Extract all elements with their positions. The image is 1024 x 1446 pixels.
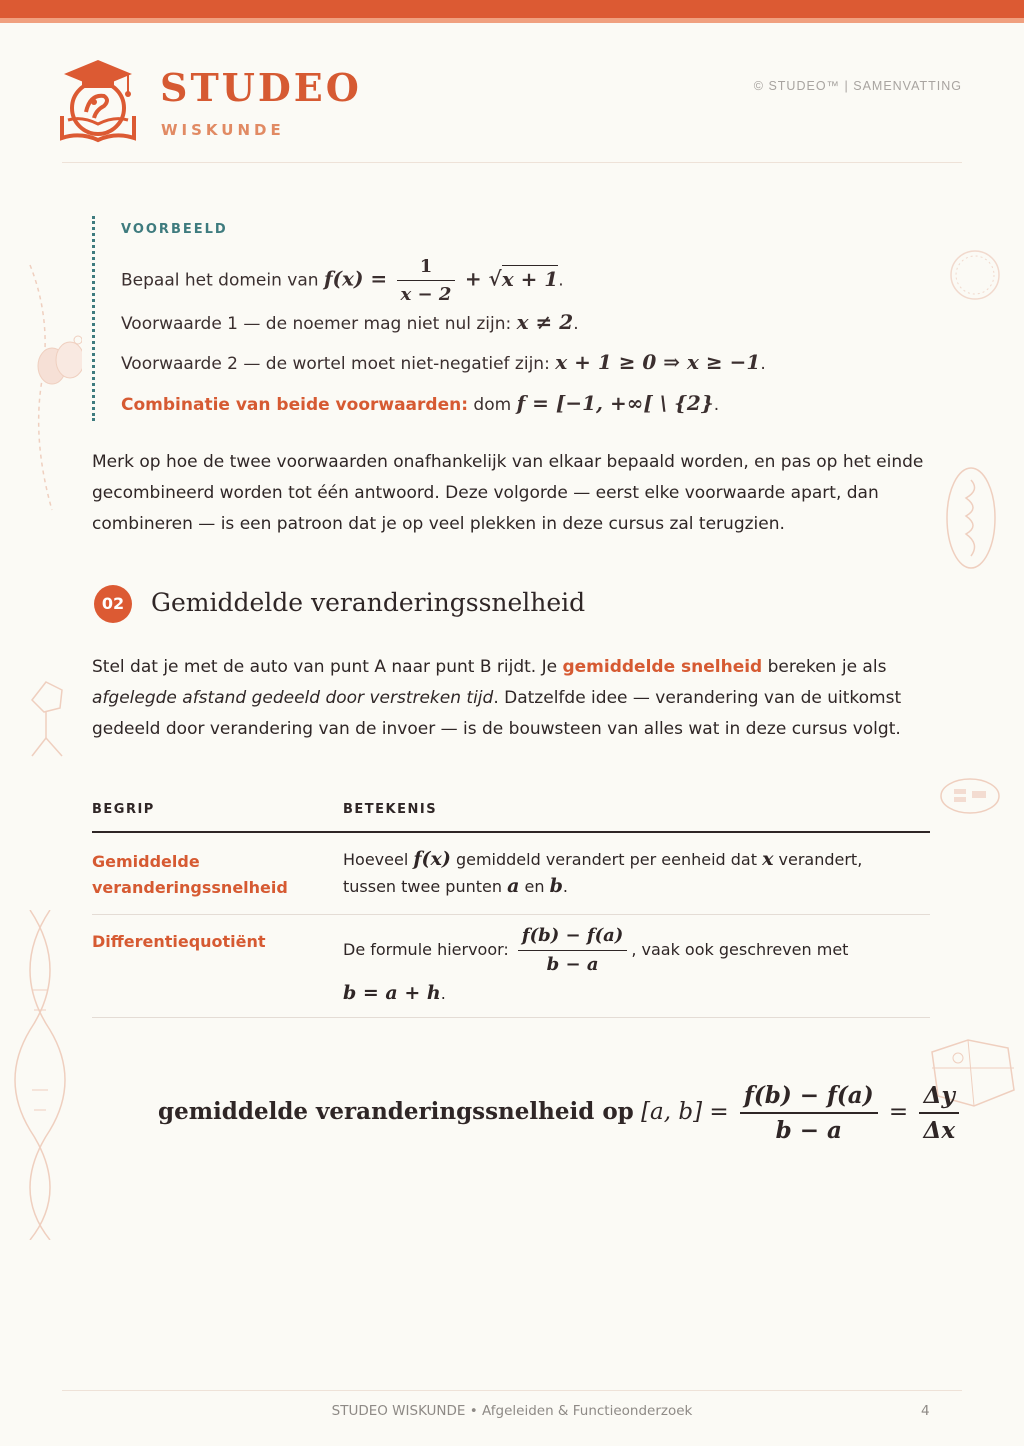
fraction-denominator: Δx <box>923 1117 956 1144</box>
decorative-cell-icon <box>944 466 1000 572</box>
decorative-molecule-icon <box>26 676 76 764</box>
fraction-denominator: b − a <box>546 954 599 975</box>
example-line-1-text: Bepaal het domein van <box>121 270 319 291</box>
formula-fraction-1 <box>740 1082 878 1144</box>
example-line-3: Voorwaarde 2 — de wortel moet niet-negatief zijn: x + 1 ≥ 0 ⇒ x ≥ −1. <box>121 350 766 374</box>
math-fraction <box>397 256 456 305</box>
brand-subject: WISKUNDE <box>161 121 285 139</box>
decorative-pill-icon <box>940 776 1002 816</box>
table-row-1-term: Gemiddelde veranderingssnelheid <box>92 852 288 897</box>
intro-text-a: Stel dat je met de auto van punt A naar punt B rijdt. Je <box>92 657 558 677</box>
note-paragraph: Merk op hoe de twee voorwaarden onafhankelijk van elkaar bepaald worden, en pas op het einde gecombineerd worden tot één antwoord. Deze volgorde — eerst elke voorwaarde apart, dan combineren — is een patroon dat je op veel plekken in deze cursus zal terugzien. <box>92 452 924 534</box>
intro-highlight: gemiddelde snelheid <box>562 657 763 677</box>
math-x: x <box>762 848 774 870</box>
math-fraction <box>518 925 627 976</box>
def-text: tussen twee punten <box>343 877 502 896</box>
page-number: 4 <box>921 1403 930 1419</box>
def-text: en <box>524 877 545 896</box>
math-condition-1: x ≠ 2 <box>516 310 574 334</box>
top-accent-bar-light <box>0 18 1024 23</box>
intro-text-b: bereken je als <box>767 657 887 677</box>
intro-text-c: . Datzelfde idee — verandering van de uitkomst gedeeld door verandering van de invoer — is de bouwsteen van alles wat in deze cursus volgt. <box>92 688 902 739</box>
def-text: De formule hiervoor: <box>343 940 509 959</box>
section-intro-paragraph <box>92 652 932 745</box>
footer-divider <box>62 1390 962 1391</box>
section-number-badge: 02 <box>94 585 132 623</box>
table-header-term: BEGRIP <box>92 802 155 817</box>
example-line-3-text: Voorwaarde 2 — de wortel moet niet-negatief zijn: <box>121 354 550 374</box>
math-a: a <box>507 875 520 897</box>
formula-text: gemiddelde veranderingssnelheid op <box>158 1098 634 1125</box>
fraction-numerator: Δy <box>919 1082 959 1114</box>
def-text: . <box>562 877 568 896</box>
math-fx: f(x) <box>413 848 451 870</box>
def-text: verandert, <box>778 850 863 869</box>
table-row-divider <box>92 914 930 915</box>
section-title: Gemiddelde veranderingssnelheid <box>151 588 586 617</box>
fraction-numerator: 1 <box>397 256 456 281</box>
math-sqrt-argument: x + 1 <box>501 266 559 291</box>
footer-text: STUDEO WISKUNDE • Afgeleiden & Functieonderzoek <box>331 1403 693 1419</box>
example-line-2-text: Voorwaarde 1 — de noemer mag niet nul zijn: <box>121 314 512 334</box>
table-row-2-definition <box>343 925 923 1007</box>
intro-italic: afgelegde afstand gedeeld door verstreken tijd <box>92 688 494 708</box>
table-row-1-definition <box>343 846 923 900</box>
formula-equals: = <box>888 1099 909 1125</box>
table-bottom-rule <box>92 1017 930 1018</box>
math-domain: f = [−1, +∞[ \ {2} <box>516 391 714 415</box>
example-label: VOORBEELD <box>121 222 228 237</box>
def-text: gemiddeld verandert per eenheid dat <box>455 850 757 869</box>
fraction-denominator: b − a <box>775 1117 842 1144</box>
math-b: b <box>549 875 563 897</box>
example-line-4: Combinatie van beide voorwaarden: dom f = [−1, +∞[ \ {2}. <box>121 391 720 415</box>
header-meta: © STUDEO™ | SAMENVATTING <box>753 79 962 93</box>
header-divider <box>62 162 962 163</box>
dom-text: dom <box>473 395 512 415</box>
top-accent-bar <box>0 0 1024 18</box>
table-header-rule <box>92 831 930 833</box>
math-sqrt-sign: + √ <box>464 266 502 291</box>
def-text: , vaak ook geschreven met <box>631 940 849 959</box>
fraction-numerator: f(b) − f(a) <box>740 1082 878 1114</box>
example-line-2: Voorwaarde 1 — de noemer mag niet nul zijn: x ≠ 2. <box>121 310 579 334</box>
decorative-plant-icon <box>12 260 82 520</box>
fraction-numerator: f(b) − f(a) <box>518 925 627 951</box>
brand-name: STUDEO <box>160 65 362 110</box>
formula-interval: [a, b] = <box>641 1099 729 1125</box>
example-box <box>92 216 912 421</box>
fraction-denominator: x − 2 <box>400 284 452 305</box>
display-formula <box>158 1082 963 1144</box>
table-row-2-term: Differentiequotiënt <box>92 932 266 951</box>
studeo-logo-icon <box>60 58 136 144</box>
decorative-circle-icon <box>948 248 1004 304</box>
math-b-equals: b = a + h <box>343 982 441 1004</box>
math-condition-2: x + 1 ≥ 0 ⇒ x ≥ −1 <box>555 350 761 374</box>
def-text: . <box>440 984 446 1003</box>
combination-label: Combinatie van beide voorwaarden: <box>121 395 469 415</box>
math-function: f(x) = <box>323 266 388 291</box>
table-header-meaning: BETEKENIS <box>343 802 438 817</box>
def-text: Hoeveel <box>343 850 409 869</box>
decorative-dna-icon <box>10 910 70 1240</box>
formula-fraction-2 <box>919 1082 959 1144</box>
example-line-1: Bepaal het domein van f(x) = $\frac{1}{x - 2}$ + √x + 1. <box>121 256 564 305</box>
